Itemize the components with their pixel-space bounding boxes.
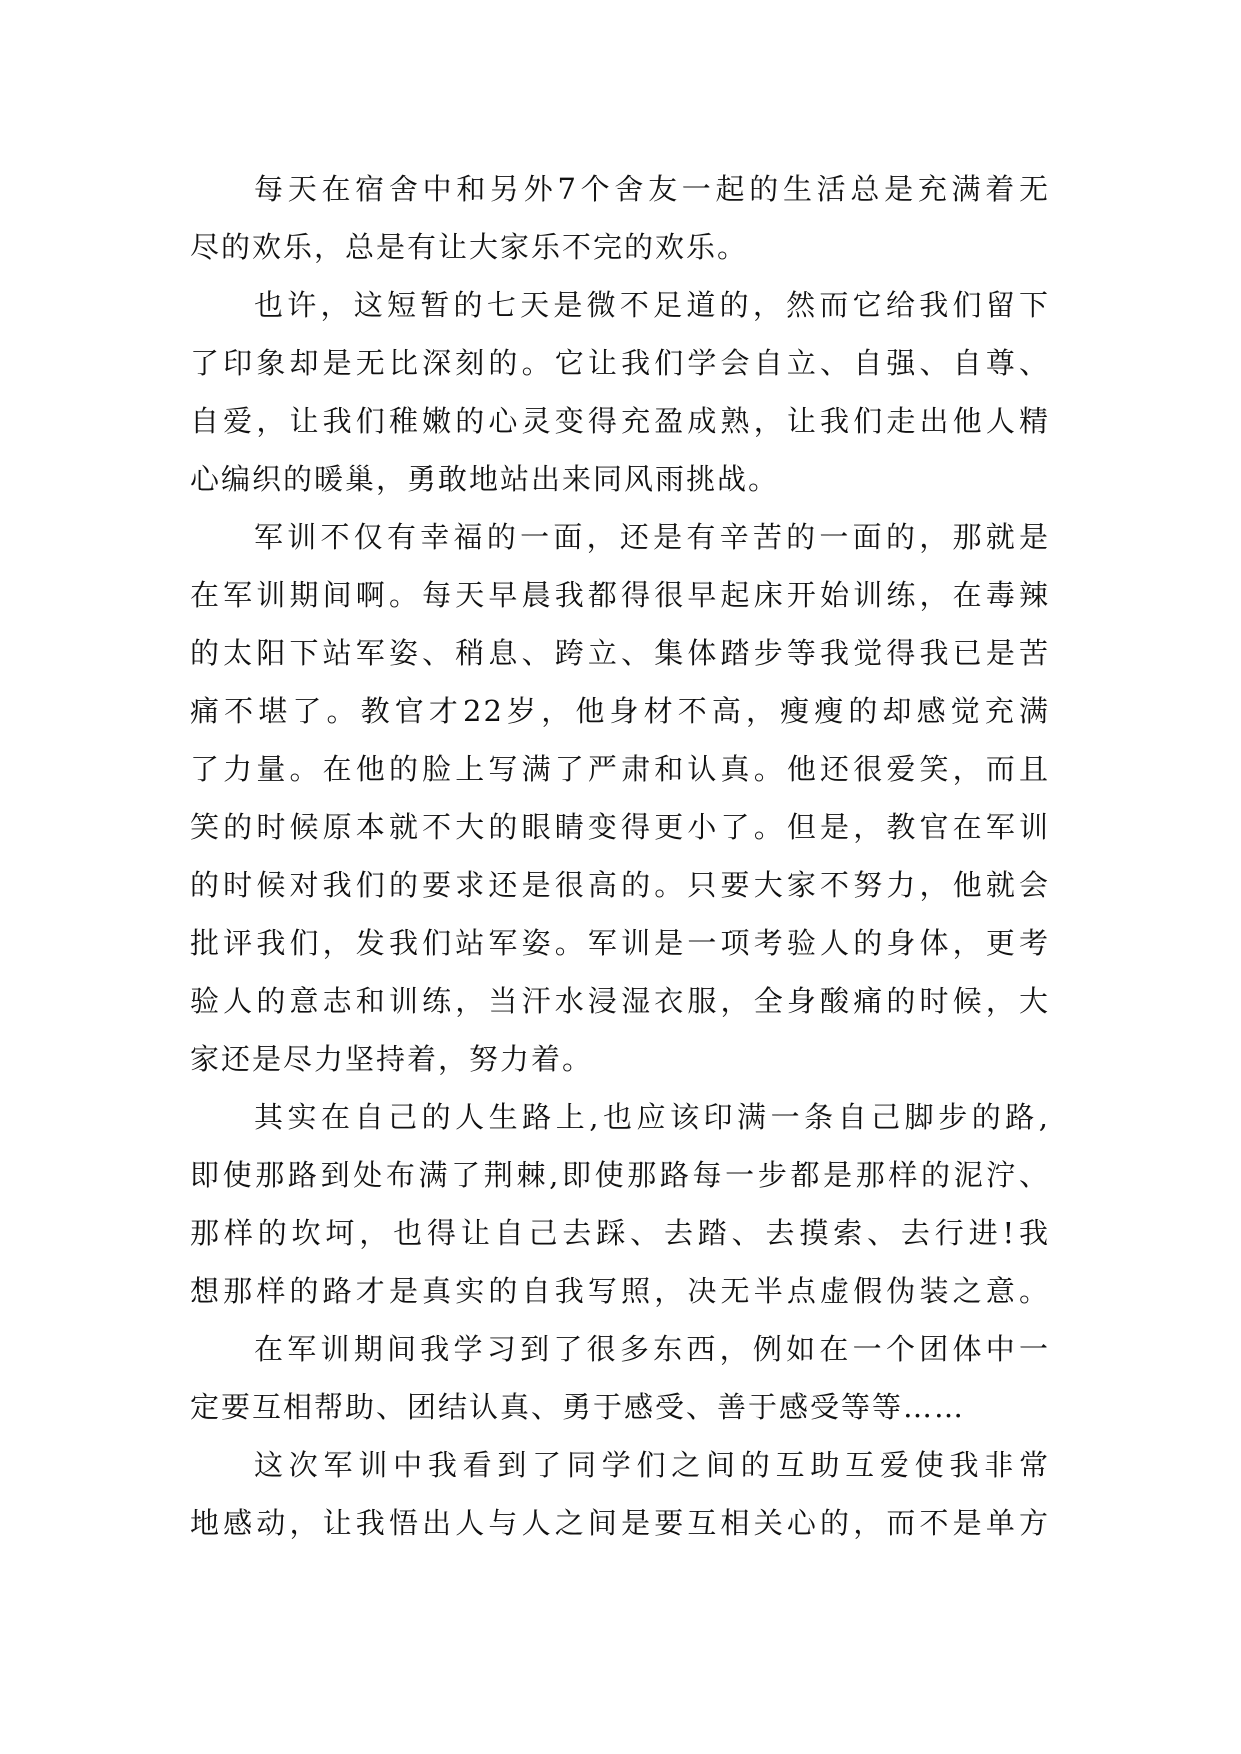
text-line: 即使那路到处布满了荆棘,即使那路每一步都是那样的泥泞、 xyxy=(190,1158,1050,1192)
text-line: 笑的时候原本就不大的眼睛变得更小了。但是，教官在军训 xyxy=(190,810,1050,844)
text-line: 的时候对我们的要求还是很高的。只要大家不努力，他就会 xyxy=(190,868,1050,902)
text-line: 批评我们，发我们站军姿。军训是一项考验人的身体，更考 xyxy=(190,926,1050,960)
document-body xyxy=(190,160,1050,1552)
text-line: 在军训期间啊。每天早晨我都得很早起床开始训练，在毒辣 xyxy=(190,578,1050,612)
text-line: 军训不仅有幸福的一面，还是有辛苦的一面的，那就是 xyxy=(254,520,1050,554)
text-line: 自爱，让我们稚嫩的心灵变得充盈成熟，让我们走出他人精 xyxy=(190,404,1050,438)
text-line: 那样的坎坷，也得让自己去踩、去踏、去摸索、去行进!我 xyxy=(190,1216,1050,1250)
text-line: 的太阳下站军姿、稍息、跨立、集体踏步等我觉得我已是苦 xyxy=(190,636,1050,670)
text-line: 了力量。在他的脸上写满了严肃和认真。他还很爱笑，而且 xyxy=(190,752,1050,786)
text-line: 尽的欢乐，总是有让大家乐不完的欢乐。 xyxy=(190,230,749,264)
text-line: 验人的意志和训练，当汗水浸湿衣服，全身酸痛的时候，大 xyxy=(190,984,1050,1018)
text-line: 家还是尽力坚持着，努力着。 xyxy=(190,1042,594,1076)
text-line: 这次军训中我看到了同学们之间的互助互爱使我非常 xyxy=(254,1448,1050,1482)
text-line: 心编织的暖巢，勇敢地站出来同风雨挑战。 xyxy=(190,462,780,496)
text-line: 定要互相帮助、团结认真、勇于感受、善于感受等等…… xyxy=(190,1390,966,1424)
text-line: 痛不堪了。教官才22岁，他身材不高，瘦瘦的却感觉充满 xyxy=(190,694,1050,728)
text-line: 其实在自己的人生路上,也应该印满一条自己脚步的路, xyxy=(254,1100,1050,1134)
text-line: 想那样的路才是真实的自我写照，决无半点虚假伪装之意。 xyxy=(190,1274,1050,1308)
text-line: 每天在宿舍中和另外7个舍友一起的生活总是充满着无 xyxy=(254,172,1050,206)
text-line: 了印象却是无比深刻的。它让我们学会自立、自强、自尊、 xyxy=(190,346,1050,380)
text-line: 也许，这短暂的七天是微不足道的，然而它给我们留下 xyxy=(254,288,1050,322)
text-line: 地感动，让我悟出人与人之间是要互相关心的，而不是单方 xyxy=(190,1506,1050,1540)
text-line: 在军训期间我学习到了很多东西，例如在一个团体中一 xyxy=(254,1332,1050,1366)
